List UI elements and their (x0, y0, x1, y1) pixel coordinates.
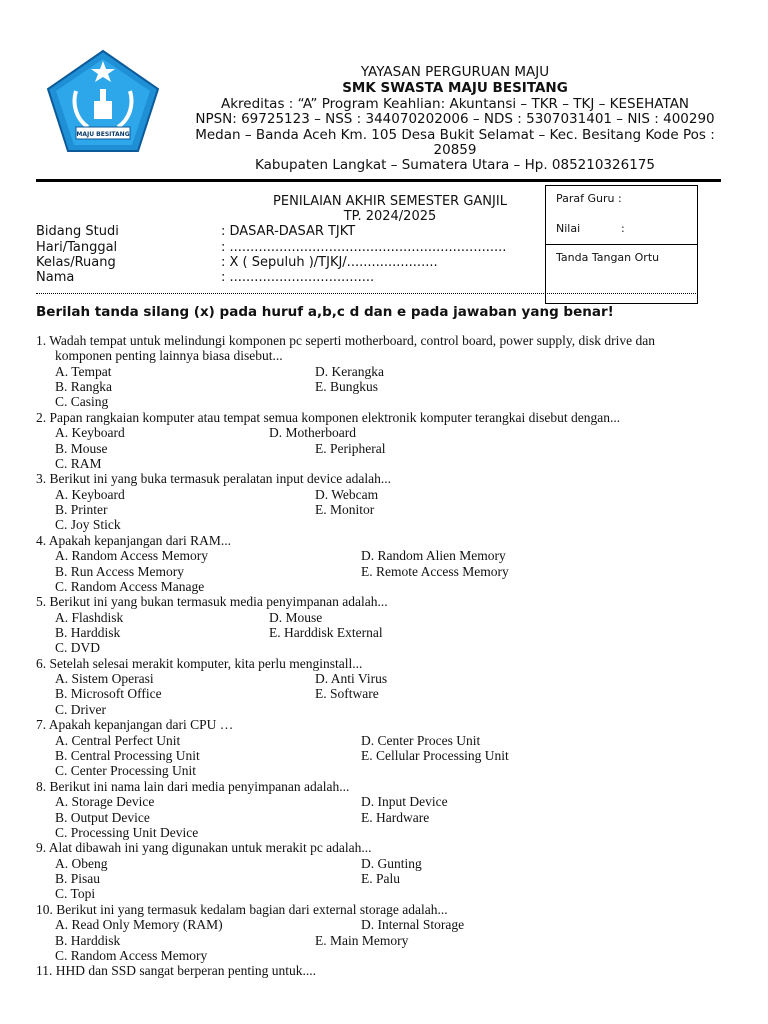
question-4-text: 4. Apakah kepanjangan dari RAM... (36, 533, 231, 548)
class-value: : X ( Sepuluh )/TJKJ/...................... (221, 255, 438, 270)
class-label: Kelas/Ruang (36, 255, 116, 270)
subject-label: Bidang Studi (36, 224, 119, 239)
q7-option-d: D. Center Proces Unit (361, 733, 481, 748)
letterhead-divider (36, 179, 721, 182)
q3-option-b: B. Printer (55, 502, 108, 517)
q2-option-a: A. Keyboard (55, 425, 125, 440)
q1-option-b: B. Rangka (55, 379, 112, 394)
q10-option-e: E. Main Memory (315, 933, 409, 948)
q3-option-c: C. Joy Stick (55, 517, 121, 532)
exam-title: PENILAIAN AKHIR SEMESTER GANJIL (273, 194, 507, 209)
school-logo (46, 49, 160, 153)
q5-option-a: A. Flashdisk (55, 610, 124, 625)
question-10-text: 10. Berikut ini yang termasuk kedalam bagian dari external storage adalah... (36, 902, 448, 917)
address-line-1: Medan – Banda Aceh Km. 105 Desa Bukit Selamat – Kec. Besitang Kode Pos : (195, 127, 715, 143)
q3-option-d: D. Webcam (315, 487, 379, 502)
q10-option-b: B. Harddisk (55, 933, 121, 948)
question-6-text: 6. Setelah selesai merakit komputer, kita perlu menginstall... (36, 656, 363, 671)
q9-option-c: C. Topi (55, 886, 96, 901)
question-1-text: 1. Wadah tempat untuk melindungi komponen pc seperti motherboard, control board, power supply, disk drive dan (36, 333, 656, 348)
q1-option-e: E. Bungkus (315, 379, 379, 394)
q4-option-c: C. Random Access Manage (55, 579, 205, 594)
question-1-text-cont: komponen penting lainnya biasa disebut... (55, 348, 283, 363)
q10-option-d: D. Internal Storage (361, 917, 465, 932)
exam-year: TP. 2024/2025 (343, 209, 437, 224)
q5-option-d: D. Mouse (269, 610, 323, 625)
school-name: SMK SWASTA MAJU BESITANG (342, 80, 568, 96)
q8-option-d: D. Input Device (361, 794, 448, 809)
q10-option-c: C. Random Access Memory (55, 948, 208, 963)
question-3-text: 3. Berikut ini yang buka termasuk peralatan input device adalah... (36, 471, 392, 486)
name-label: Nama (36, 270, 75, 285)
question-9-text: 9. Alat dibawah ini yang digunakan untuk merakit pc adalah... (36, 840, 372, 855)
q6-option-c: C. Driver (55, 702, 106, 717)
address-line-2: 20859 (433, 142, 477, 158)
q6-option-a: A. Sistem Operasi (55, 671, 154, 686)
q2-option-e: E. Peripheral (315, 441, 386, 456)
q6-option-d: D. Anti Virus (315, 671, 388, 686)
question-2-text: 2. Papan rangkaian komputer atau tempat semua komponen elektronik komputer terangkai disebut dengan... (36, 410, 621, 425)
q8-option-c: C. Processing Unit Device (55, 825, 199, 840)
q1-option-d: D. Kerangka (315, 364, 384, 379)
q4-option-e: E. Remote Access Memory (361, 564, 509, 579)
q9-option-b: B. Pisau (55, 871, 101, 886)
q3-option-a: A. Keyboard (55, 487, 125, 502)
instruction: Berilah tanda silang (x) pada huruf a,b,c d dan e pada jawaban yang benar! (36, 304, 614, 320)
q6-option-b: B. Microsoft Office (55, 686, 162, 701)
q2-option-b: B. Mouse (55, 441, 108, 456)
logo-caption: MAJU BESITANG (76, 131, 130, 138)
question-8-text: 8. Berikut ini nama lain dari media penyimpanan adalah... (36, 779, 350, 794)
teacher-initial-label: Paraf Guru : (556, 192, 622, 205)
subject-value: : DASAR-DASAR TJKT (221, 224, 356, 239)
q3-option-e: E. Monitor (315, 502, 375, 517)
q4-option-a: A. Random Access Memory (55, 548, 208, 563)
q2-option-d: D. Motherboard (269, 425, 356, 440)
q7-option-e: E. Cellular Processing Unit (361, 748, 509, 763)
q7-option-a: A. Central Perfect Unit (55, 733, 181, 748)
q8-option-a: A. Storage Device (55, 794, 155, 809)
q4-option-b: B. Run Access Memory (55, 564, 184, 579)
dotted-divider (36, 293, 698, 294)
address-line-3: Kabupaten Langkat – Sumatera Utara – Hp. 085210326175 (255, 157, 655, 173)
name-value: : ................................... (221, 270, 375, 285)
accreditation-line: Akreditas : “A” Program Keahlian: Akuntansi – TKR – TKJ – KESEHATAN (220, 96, 690, 112)
score-label: Nilai (556, 222, 581, 235)
q1-option-a: A. Tempat (55, 364, 112, 379)
question-11-text: 11. HHD dan SSD sangat berperan penting untuk.... (36, 963, 316, 978)
q10-option-a: A. Read Only Memory (RAM) (55, 917, 223, 932)
q7-option-c: C. Center Processing Unit (55, 763, 196, 778)
q9-option-a: A. Obeng (55, 856, 108, 871)
q2-option-c: C. RAM (55, 456, 102, 471)
school-ids-line: NPSN: 69725123 – NSS : 344070202006 – NDS : 5307031401 – NIS : 400290 (195, 111, 715, 127)
q5-option-c: C. DVD (55, 640, 101, 655)
q6-option-e: E. Software (315, 686, 379, 701)
date-label: Hari/Tanggal (36, 240, 118, 255)
q5-option-b: B. Harddisk (55, 625, 121, 640)
date-value: : ................................................................... (221, 240, 507, 255)
q8-option-e: E. Hardware (361, 810, 430, 825)
question-7-text: 7. Apakah kepanjangan dari CPU … (36, 717, 234, 732)
parent-signature-label: Tanda Tangan Ortu (556, 251, 660, 264)
q4-option-d: D. Random Alien Memory (361, 548, 506, 563)
q8-option-b: B. Output Device (55, 810, 150, 825)
q7-option-b: B. Central Processing Unit (55, 748, 200, 763)
q1-option-c: C. Casing (55, 394, 109, 409)
q5-option-e: E. Harddisk External (269, 625, 383, 640)
question-5-text: 5. Berikut ini yang bukan termasuk media penyimpanan adalah... (36, 594, 388, 609)
q9-option-d: D. Gunting (361, 856, 422, 871)
foundation-name: YAYASAN PERGURUAN MAJU (360, 64, 550, 80)
q9-option-e: E. Palu (361, 871, 400, 886)
score-colon: : (621, 222, 625, 235)
